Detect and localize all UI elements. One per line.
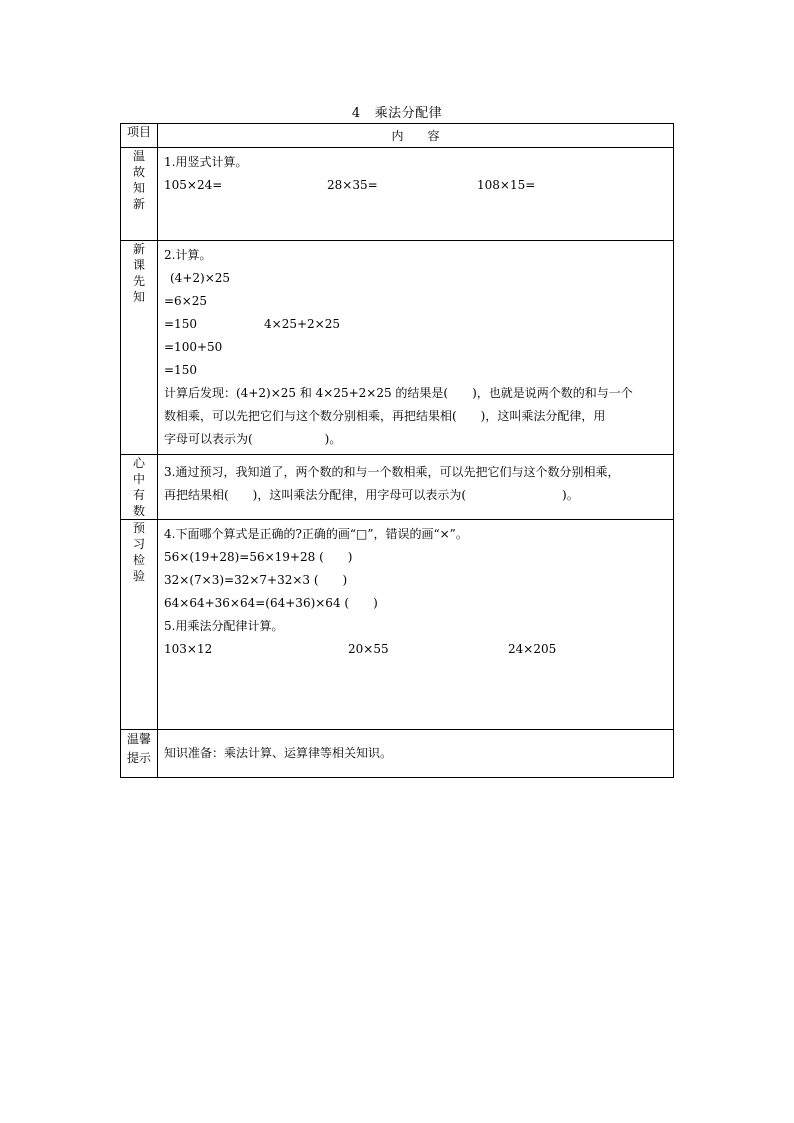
preview-label: 新 课 先 知 (121, 241, 158, 455)
preview-row (121, 241, 674, 455)
step-line: =6×25 (164, 294, 208, 308)
calc-item: 24×205 (508, 642, 557, 656)
title-text: 乘法分配律 (374, 106, 443, 121)
calc-item: 28×35= (327, 178, 378, 192)
calc-item: 103×12 (164, 642, 213, 656)
mind-row (121, 455, 674, 520)
question-5: 5.用乘法分配律计算。 (164, 619, 284, 633)
step-line: =150 (164, 317, 197, 331)
review-label: 温 故 知 新 (121, 148, 158, 241)
review-row (121, 148, 674, 241)
mind-line: 再把结果相( )，这叫乘法分配律，用字母可以表示为( )。 (164, 488, 579, 502)
check-row (121, 520, 674, 730)
header-item: 项目 (121, 124, 158, 148)
question-4: 4.下面哪个算式是正确的?正确的画“□”，错误的画“×”。 (164, 527, 468, 541)
judge-item: 64×64+36×64=(64+36)×64 ( ) (164, 596, 378, 610)
preview-content (158, 241, 674, 455)
calc-item: 105×24= (164, 178, 223, 192)
right-expression: 4×25+2×25 (264, 317, 340, 331)
title-number: 4 (351, 106, 361, 121)
discovery-line: 字母可以表示为( )。 (164, 432, 342, 446)
tips-row (121, 730, 674, 778)
mind-label: 心 中 有 数 (121, 455, 158, 520)
step-line: (4+2)×25 (170, 271, 231, 285)
tips-content (158, 730, 674, 778)
calc-item: 20×55 (348, 642, 389, 656)
step-line: =100+50 (164, 340, 223, 354)
mind-content (158, 455, 674, 520)
question-1: 1.用竖式计算。 (164, 155, 248, 169)
judge-item: 56×(19+28)=56×19+28 ( ) (164, 550, 353, 564)
step-line: =150 (164, 363, 197, 377)
check-label: 预 习 检 验 (121, 520, 158, 730)
header-row (121, 124, 674, 148)
tips-text: 知识准备：乘法计算、运算律等相关知识。 (164, 746, 393, 760)
review-content (158, 148, 674, 241)
check-content (158, 520, 674, 730)
worksheet-table (120, 123, 674, 778)
check-calc-items (164, 638, 667, 661)
discovery-line: 数相乘，可以先把它们与这个数分别相乘，再把结果相( )，这叫乘法分配律，用 (164, 409, 606, 423)
review-items (164, 174, 667, 197)
question-2: 2.计算。 (164, 248, 212, 262)
header-content: 内 容 (158, 124, 674, 148)
calc-item: 108×15= (477, 178, 536, 192)
discovery-line: 计算后发现：(4+2)×25 和 4×25+2×25 的结果是( )，也就是说两个数的和与一个 (164, 386, 633, 400)
page-title (0, 102, 794, 121)
tips-label: 温馨 提示 (121, 730, 158, 778)
judge-item: 32×(7×3)=32×7+32×3 ( ) (164, 573, 348, 587)
mind-line: 3.通过预习，我知道了，两个数的和与一个数相乘，可以先把它们与这个数分别相乘， (164, 465, 620, 479)
